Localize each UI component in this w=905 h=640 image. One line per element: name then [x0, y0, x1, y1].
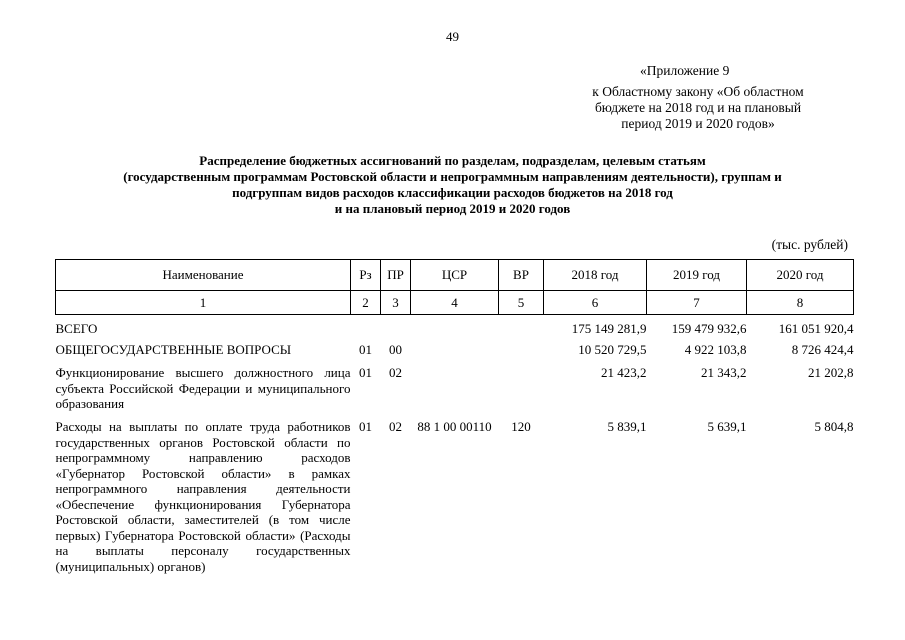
row-pr: 02 [389, 365, 402, 380]
column-number: 3 [381, 291, 411, 315]
row-name: Функционирование высшего должностного лица субъекта Российской Федерации и муниципального образования [55, 365, 351, 411]
row-csr: 88 1 00 00110 [417, 419, 492, 434]
row-2018: 21 423,2 [601, 365, 647, 380]
row-csr [411, 364, 499, 418]
header-2020: 2020 год [747, 260, 854, 291]
row-rz [351, 315, 381, 338]
row-2020: 8 726 424,4 [791, 342, 854, 357]
row-2019: 5 639,1 [707, 419, 747, 434]
row-vr [499, 315, 544, 338]
table-row-expense [56, 418, 854, 574]
column-number: 6 [544, 291, 647, 315]
header-csr: ЦСР [411, 260, 499, 291]
document-title-line: (государственным программам Ростовской области и непрограммным направлениям деятельности), группам и [123, 169, 782, 184]
row-name: Расходы на выплаты по оплате труда работников государственных органов Ростовской области по непрограммному направлению расходов «Губернатор Ростовской области» в рамках непрограммного направления деятельности «Обеспечение функционирования Губернатора Ростовской области, заместителей (в том числе первых) Губернатора Ростовской области» (Расходы на выплаты персоналу государственных (муниципальных) органов) [55, 419, 351, 574]
header-vr: ВР [499, 260, 544, 291]
row-pr: 02 [389, 419, 402, 434]
units-label: (тыс. рублей) [771, 237, 848, 252]
column-number: 8 [747, 291, 854, 315]
row-vr [499, 364, 544, 418]
row-vr: 120 [511, 419, 531, 434]
appendix-law-line: период 2019 и 2020 годов» [621, 116, 775, 131]
appendix-law-line: к Областному закону «Об областном [592, 84, 804, 99]
column-number: 5 [499, 291, 544, 315]
table-header-row [56, 260, 854, 291]
row-2019: 21 343,2 [701, 365, 747, 380]
row-2020: 161 051 920,4 [778, 321, 854, 336]
row-2020: 21 202,8 [808, 365, 854, 380]
row-pr: 00 [389, 342, 402, 357]
row-2019: 4 922 103,8 [684, 342, 747, 357]
appendix-title: «Приложение 9 [640, 63, 730, 78]
row-csr [411, 315, 499, 338]
row-rz: 01 [359, 419, 372, 434]
column-number: 7 [647, 291, 747, 315]
row-name: ОБЩЕГОСУДАРСТВЕННЫЕ ВОПРОСЫ [55, 342, 292, 357]
column-number: 2 [351, 291, 381, 315]
row-rz: 01 [359, 342, 372, 357]
row-rz: 01 [359, 365, 372, 380]
row-2018: 10 520 729,5 [578, 342, 647, 357]
table-row-section [56, 337, 854, 364]
column-number: 4 [411, 291, 499, 315]
header-pr: ПР [381, 260, 411, 291]
budget-table [55, 259, 854, 574]
header-2019: 2019 год [647, 260, 747, 291]
row-2018: 175 149 281,9 [571, 321, 647, 336]
table-row-total [56, 315, 854, 338]
document-title-line: и на плановый период 2019 и 2020 годов [334, 201, 571, 216]
row-vr [499, 337, 544, 364]
row-name: ВСЕГО [55, 321, 98, 336]
page-number: 49 [446, 29, 459, 44]
row-2020: 5 804,8 [814, 419, 854, 434]
document-title [40, 153, 865, 217]
header-name: Наименование [56, 260, 351, 291]
row-pr [381, 315, 411, 338]
appendix-law-line: бюджете на 2018 год и на плановый [594, 100, 802, 115]
table-row-subsection [56, 364, 854, 418]
row-csr [411, 337, 499, 364]
row-2018: 5 839,1 [607, 419, 647, 434]
appendix-law-reference [548, 84, 848, 132]
header-rz: Рз [351, 260, 381, 291]
document-title-line: подгруппам видов расходов классификации расходов бюджетов на 2018 год [232, 185, 673, 200]
document-title-line: Распределение бюджетных ассигнований по разделам, подразделам, целевым статьям [199, 153, 706, 168]
header-2018: 2018 год [544, 260, 647, 291]
column-number: 1 [56, 291, 351, 315]
column-number-row [56, 291, 854, 315]
row-2019: 159 479 932,6 [671, 321, 747, 336]
